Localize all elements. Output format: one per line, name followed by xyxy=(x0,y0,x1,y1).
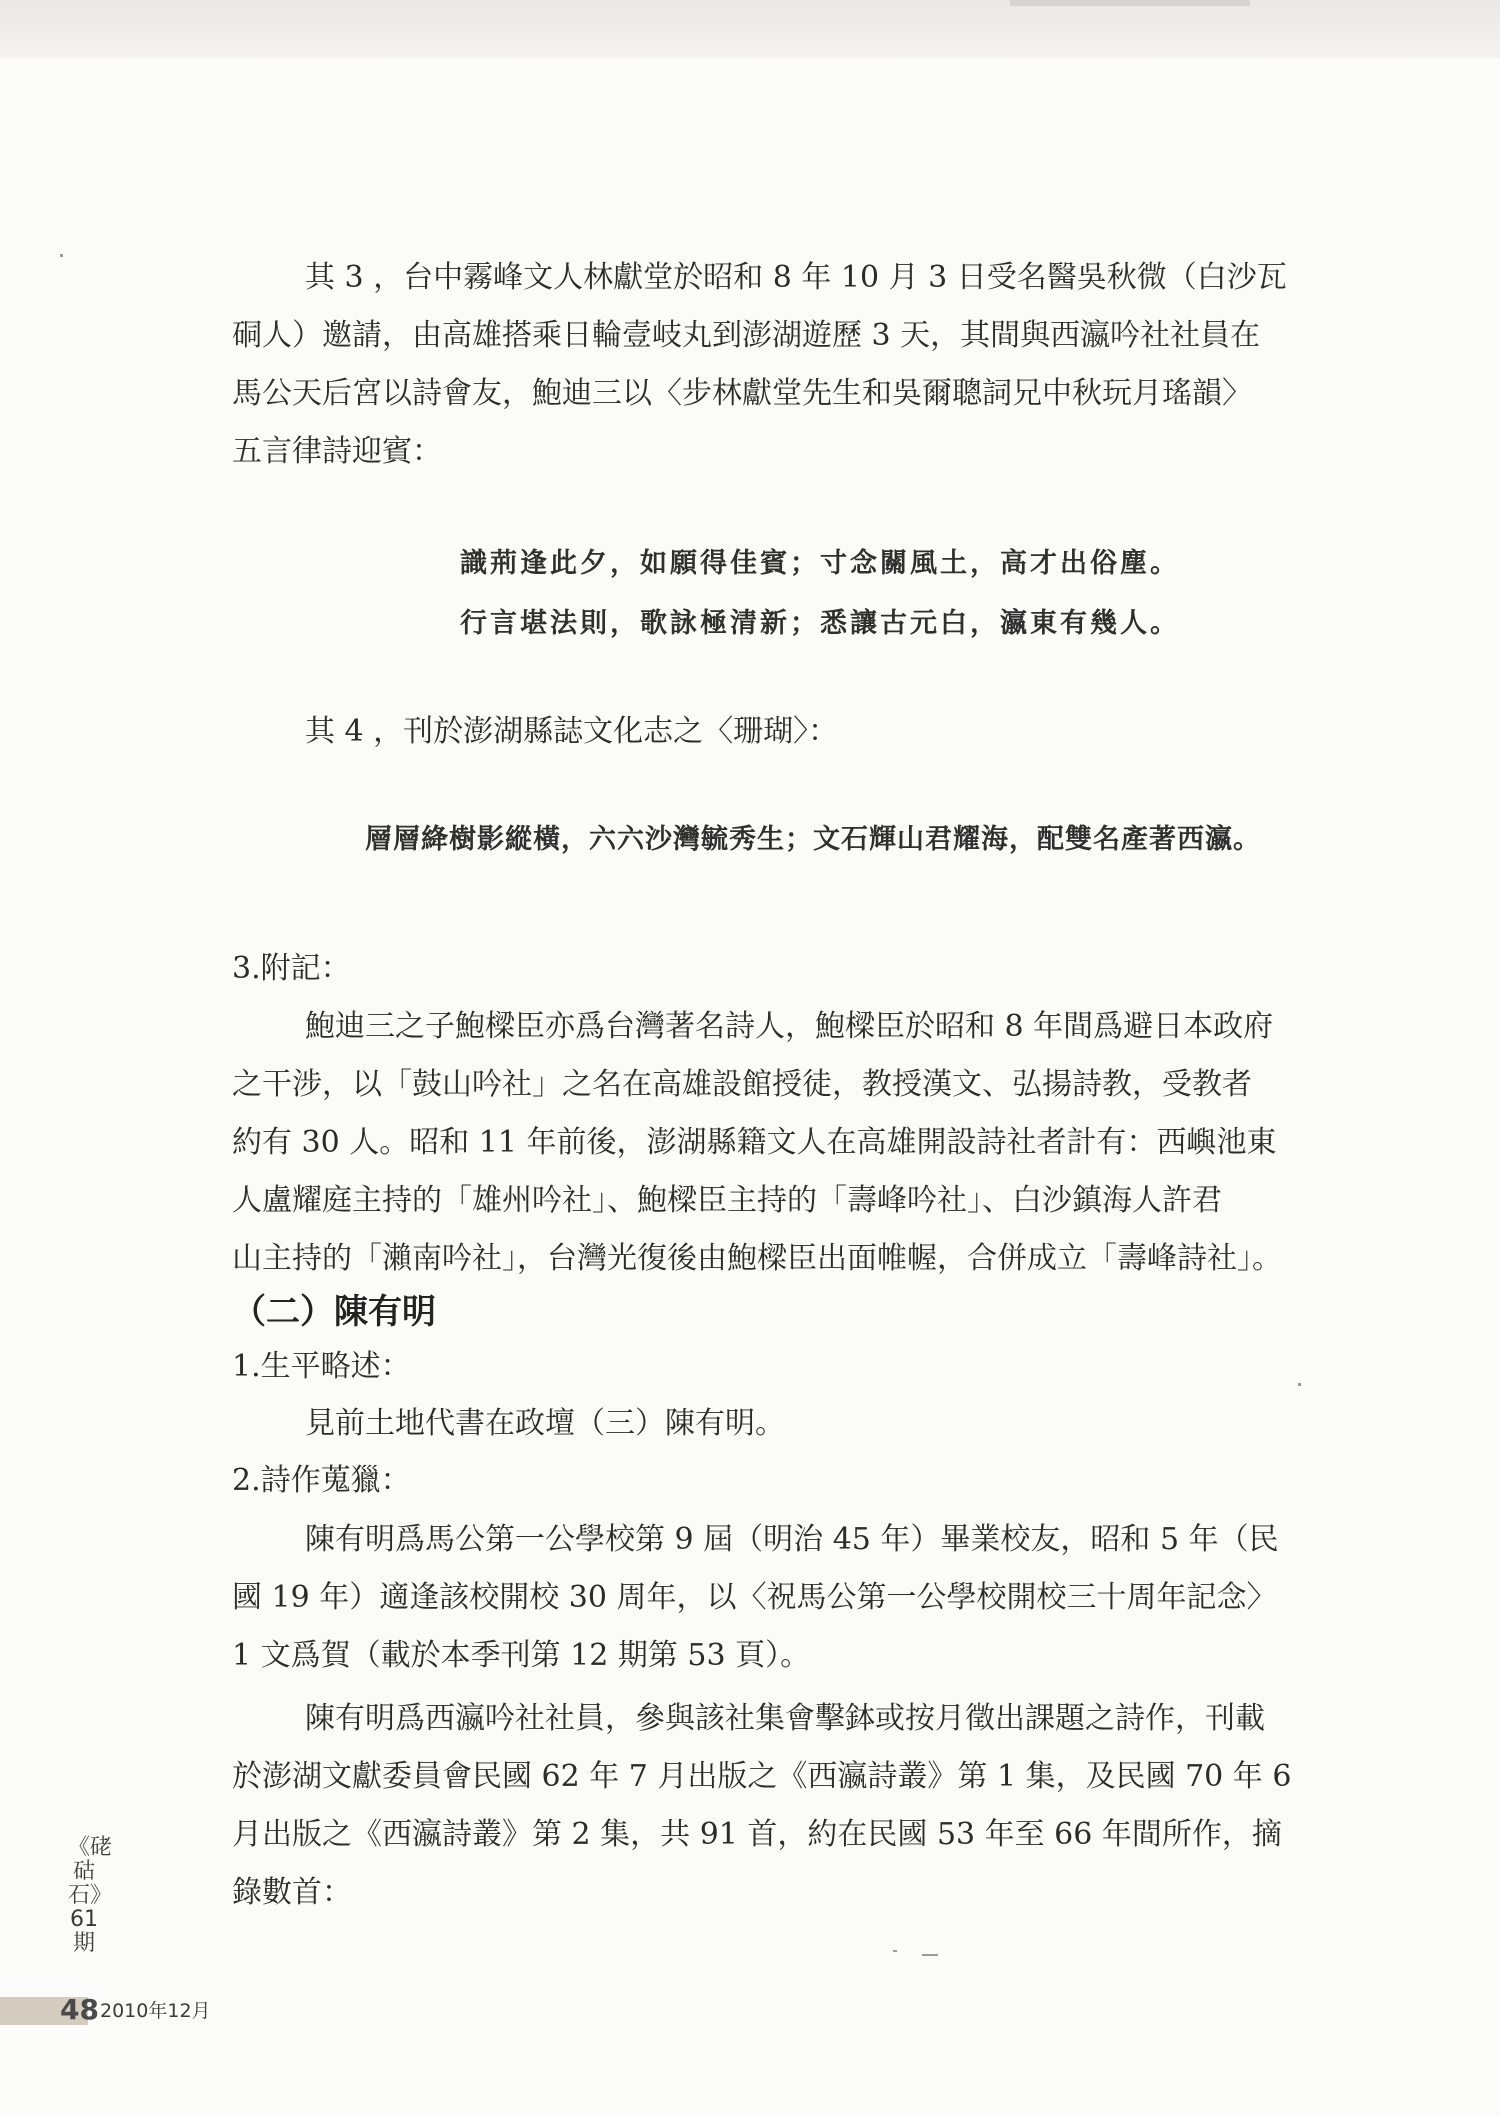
poem-line: 行言堪法則，歌詠極清新；悉讓古元白，瀛東有幾人。 xyxy=(460,608,1180,639)
body-line: 鮑迪三之子鮑樑臣亦爲台灣著名詩人，鮑樑臣於昭和 8 年間爲避日本政府 xyxy=(305,1009,1274,1044)
body-line: 山主持的「瀨南吟社」，台灣光復後由鮑樑臣出面帷幄，合併成立「壽峰詩社」。 xyxy=(232,1241,1282,1276)
poem-line: 層層絳樹影縱橫，六六沙灣毓秀生；文石輝山君耀海，配雙名產著西瀛。 xyxy=(365,824,1261,855)
body-line: 錄數首： xyxy=(232,1875,352,1910)
scan-speck xyxy=(922,1954,938,1956)
page-number: 48 xyxy=(60,1993,99,2026)
scan-speck xyxy=(1298,1383,1301,1386)
body-line: 硐人）邀請，由高雄搭乘日輪壹岐丸到澎湖遊歷 3 天，其間與西瀛吟社社員在 xyxy=(232,318,1261,353)
list-label: 3.附記： xyxy=(232,951,351,986)
body-line: 1 文爲賀（載於本季刊第 12 期第 53 頁）。 xyxy=(232,1638,811,1673)
body-line: 約有 30 人。昭和 11 年前後，澎湖縣籍文人在高雄開設詩社者計有：西嶼池東 xyxy=(232,1125,1277,1160)
body-line: 於澎湖文獻委員會民國 62 年 7 月出版之《西瀛詩叢》第 1 集，及民國 70 年 6 xyxy=(232,1759,1292,1794)
scan-top-mark xyxy=(1010,0,1250,6)
scan-speck xyxy=(893,1950,897,1952)
body-line: 人盧耀庭主持的「雄州吟社」、鮑樑臣主持的「壽峰吟社」、白沙鎮海人許君 xyxy=(232,1183,1222,1218)
body-line: 馬公天后宮以詩會友，鮑迪三以〈步林獻堂先生和吳爾聰詞兄中秋玩月瑤韻〉 xyxy=(232,376,1252,411)
journal-title-vertical: 《硓𥑮石》61期 xyxy=(68,1835,113,1956)
list-label: 2.詩作蒐獵： xyxy=(232,1463,411,1498)
scan-speck xyxy=(60,254,63,257)
body-line: 見前土地代書在政壇（三）陳有明。 xyxy=(305,1406,785,1441)
body-line: 月出版之《西瀛詩叢》第 2 集，共 91 首，約在民國 53 年至 66 年間所作，摘 xyxy=(232,1817,1282,1852)
body-line: 之干涉，以「鼓山吟社」之名在高雄設館授徒，教授漢文、弘揚詩教，受教者 xyxy=(232,1067,1252,1102)
body-line: 五言律詩迎賓： xyxy=(232,434,442,469)
poem-line: 識荊逢此夕，如願得佳賓；寸念關風土，高才出俗塵。 xyxy=(460,548,1180,579)
body-line: 陳有明爲馬公第一公學校第 9 屆（明治 45 年）畢業校友，昭和 5 年（民 xyxy=(305,1522,1279,1557)
list-label: 1.生平略述： xyxy=(232,1349,411,1384)
section-heading: （二）陳有明 xyxy=(232,1292,436,1332)
issue-date: 2010年12月 xyxy=(100,2000,211,2022)
body-line: 其 4 ，刊於澎湖縣誌文化志之〈珊瑚〉： xyxy=(305,714,839,749)
scan-top-band xyxy=(0,0,1500,58)
body-line: 陳有明爲西瀛吟社社員，參與該社集會擊鉢或按月徵出課題之詩作，刊載 xyxy=(305,1701,1265,1736)
body-line: 其 3 ，台中霧峰文人林獻堂於昭和 8 年 10 月 3 日受名醫吳秋微（白沙瓦 xyxy=(305,260,1287,295)
body-line: 國 19 年）適逢該校開校 30 周年，以〈祝馬公第一公學校開校三十周年記念〉 xyxy=(232,1580,1277,1615)
